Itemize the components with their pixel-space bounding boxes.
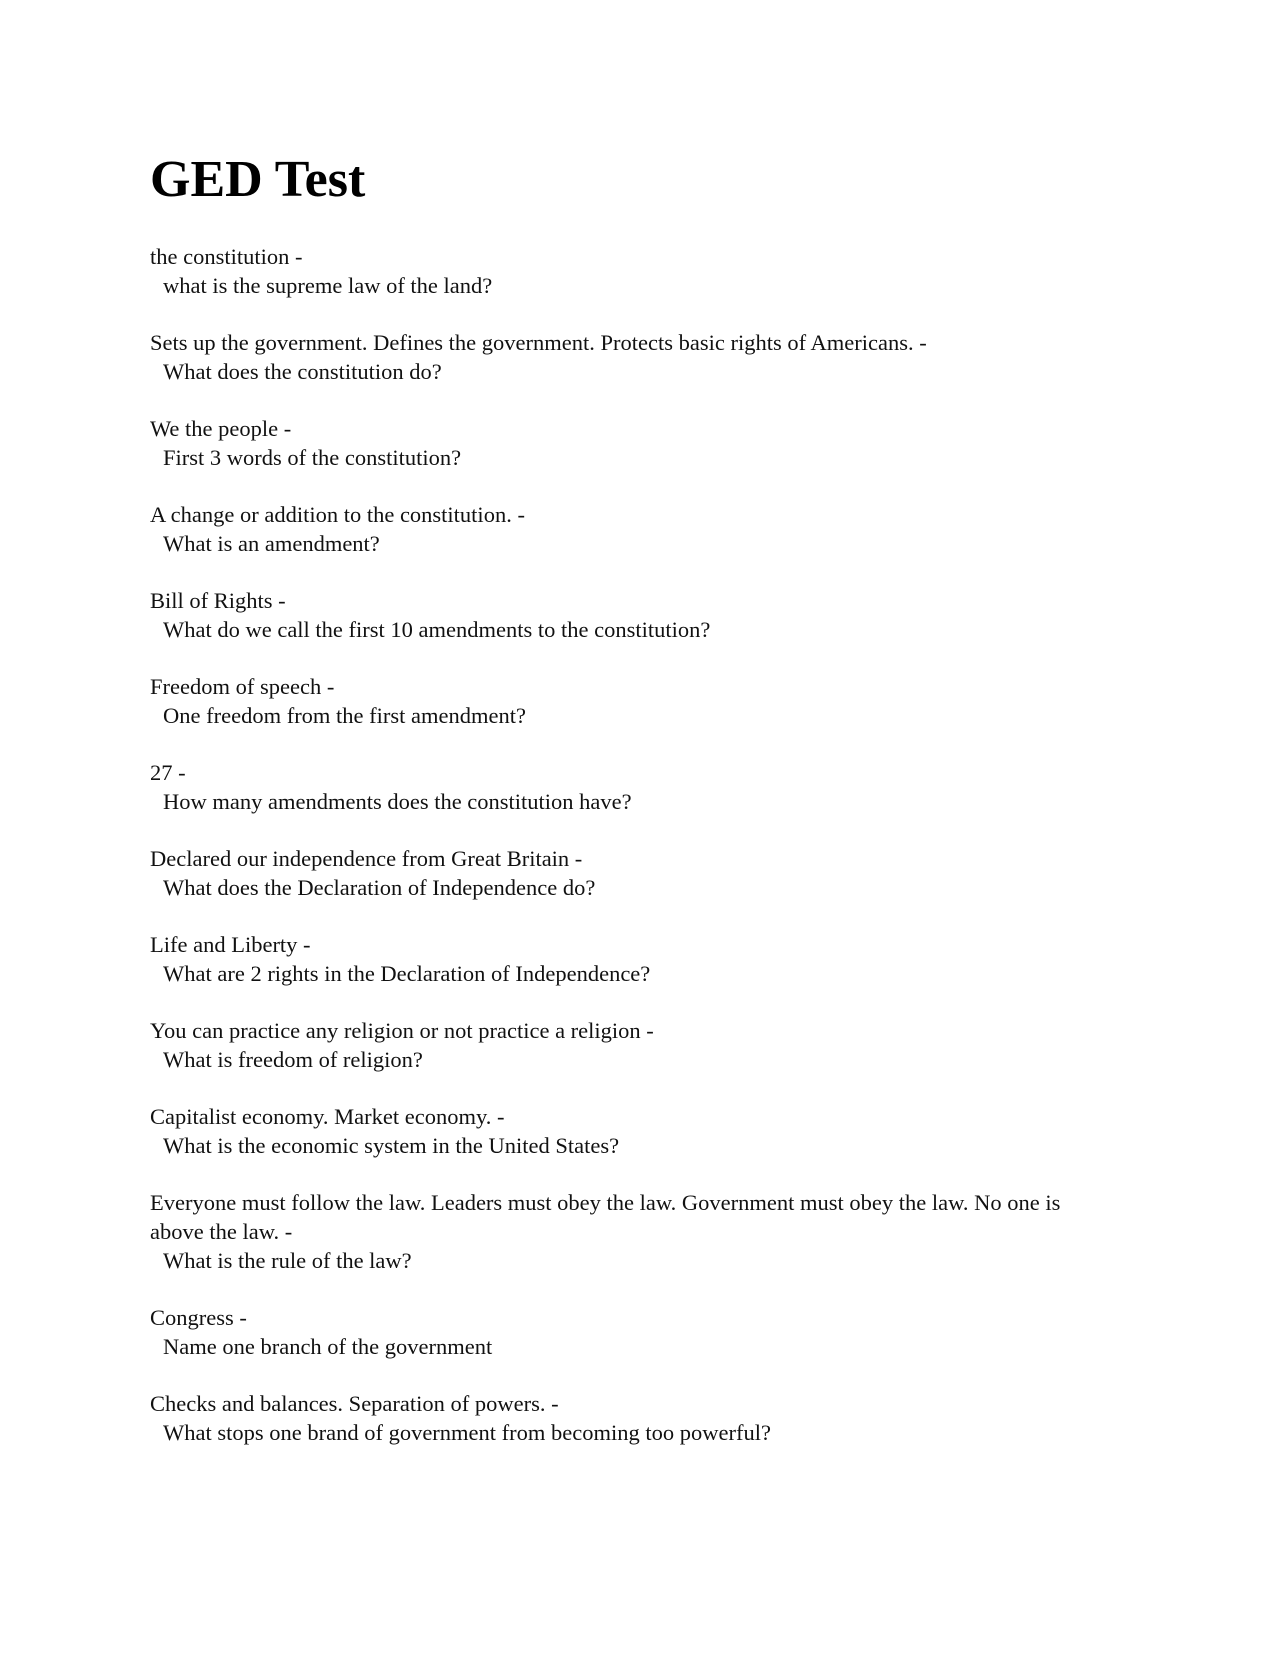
card-definition: First 3 words of the constitution? [163,445,462,470]
flashcard-item [150,930,1110,988]
card-term: Life and Liberty - [150,932,311,957]
card-definition: What is the economic system in the United States? [163,1133,620,1158]
flashcard-item [150,1389,1110,1447]
flashcard-item [150,1303,1110,1361]
flashcard-item [150,672,1110,730]
flashcard-item [150,586,1110,644]
flashcard-item [150,414,1110,472]
flashcard-item [150,328,1110,386]
flashcard-item [150,1102,1110,1160]
card-term: Congress - [150,1305,247,1330]
flashcard-item [150,758,1110,816]
card-definition: What is the rule of the law? [163,1248,412,1273]
flashcard-item [150,242,1110,300]
card-definition: Name one branch of the government [163,1334,493,1359]
card-term: Declared our independence from Great Britain - [150,846,583,871]
card-term: Everyone must follow the law. Leaders must obey the law. Government must obey the law. No one is above the law. - [150,1190,1061,1244]
card-definition: what is the supreme law of the land? [163,273,493,298]
card-definition: What is an amendment? [163,531,380,556]
card-term: 27 - [150,760,186,785]
flashcard-item [150,844,1110,902]
card-definition: How many amendments does the constitution have? [163,789,632,814]
card-definition: What stops one brand of government from becoming too powerful? [163,1420,771,1445]
card-term: Bill of Rights - [150,588,286,613]
flashcard-list [150,242,1110,1447]
card-definition: What does the Declaration of Independence do? [163,875,596,900]
flashcard-item [150,1016,1110,1074]
card-term: Sets up the government. Defines the government. Protects basic rights of Americans. - [150,330,927,355]
flashcard-item [150,1188,1110,1275]
card-definition: What is freedom of religion? [163,1047,423,1072]
card-definition: One freedom from the first amendment? [163,703,526,728]
card-term: Capitalist economy. Market economy. - [150,1104,505,1129]
card-term: We the people - [150,416,292,441]
card-definition: What does the constitution do? [163,359,442,384]
page-title: GED Test [150,151,366,208]
card-term: You can practice any religion or not practice a religion - [150,1018,654,1043]
card-term: Checks and balances. Separation of powers. - [150,1391,559,1416]
flashcard-item [150,500,1110,558]
document-page [150,148,1110,1475]
card-term: A change or addition to the constitution. - [150,502,525,527]
card-term: Freedom of speech - [150,674,335,699]
card-term: the constitution - [150,244,303,269]
card-definition: What do we call the first 10 amendments to the constitution? [163,617,711,642]
card-definition: What are 2 rights in the Declaration of Independence? [163,961,651,986]
